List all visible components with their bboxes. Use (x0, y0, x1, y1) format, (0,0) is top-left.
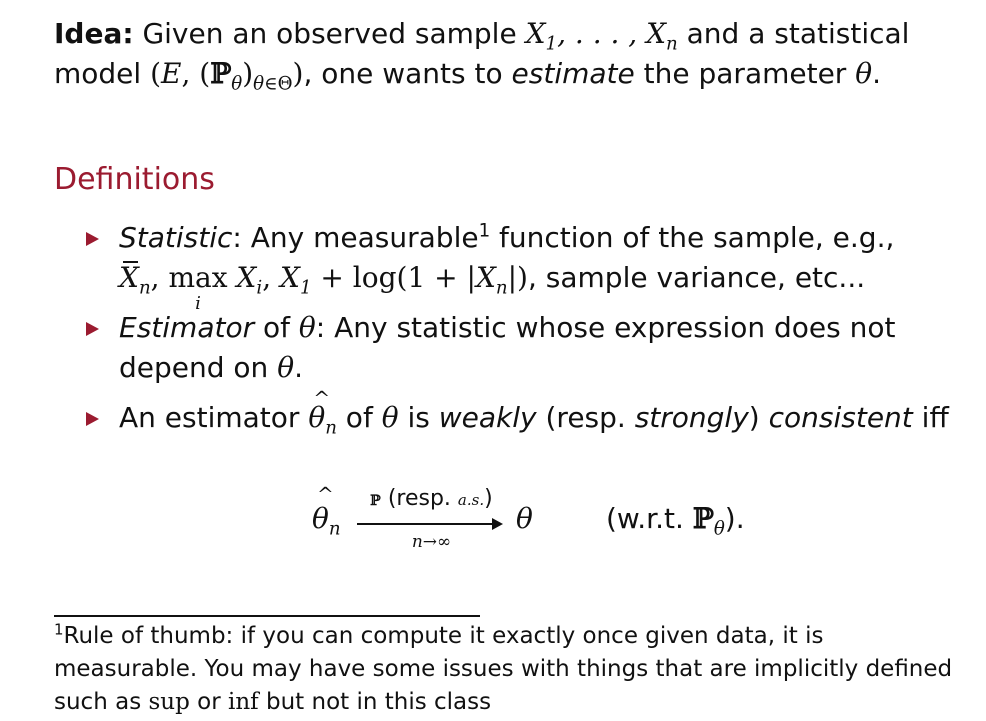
statistic-text: : Any measurable (232, 221, 479, 254)
arrow-right-icon (492, 518, 503, 530)
estimator-text: of θ: Any statistic whose expression does not depend on θ. (119, 311, 896, 384)
idea-paragraph (54, 14, 954, 94)
footnote-mark: 1 (54, 620, 64, 639)
list-item-consistency (86, 398, 966, 438)
bullet-triangle-icon (86, 232, 99, 246)
term-estimator: Estimator (119, 311, 255, 344)
iff-text: iff (912, 401, 949, 434)
list-item-statistic (86, 218, 966, 314)
footnote-text: Rule of thumb: if you can compute it exactly once given data, it is measurable. You may have some issues with things that are implicitly defined such as sup or inf but not in this class (54, 623, 953, 715)
idea-emphasis: estimate (511, 57, 635, 90)
footnote-divider (54, 615, 480, 617)
bullet-triangle-icon (86, 322, 99, 336)
footnote (54, 620, 954, 719)
idea-text-2: and a statistical model (54, 17, 910, 90)
idea-label: Idea: (54, 17, 134, 50)
bullet-triangle-icon (86, 412, 99, 426)
weakly-term: weakly (438, 401, 537, 434)
term-statistic: Statistic (119, 221, 233, 254)
theta-hat-n: ^ $\theta_n$ (312, 502, 341, 535)
sample-math: $X_1$, . . . , $X_n$ (525, 17, 678, 55)
idea-text-1: Given an observed sample (133, 17, 526, 50)
idea-text-4: the parameter (634, 57, 856, 90)
statistic-examples-text: , sample variance, etc... (527, 261, 866, 294)
footnote-ref: 1 (478, 220, 491, 242)
consistency-text: An estimator ^ $\theta_n$ of θ is (119, 401, 439, 434)
definitions-list (86, 218, 966, 438)
list-item-estimator (86, 308, 966, 388)
resp-close: ) (748, 401, 769, 434)
statistic-examples-math: $X_n$, max i $X_i$, $X_1 + \log(1 + |X_n|)$ (119, 261, 528, 294)
consistent-term: consistent (768, 401, 913, 434)
statistic-text-2: function of the sample, e.g., (490, 221, 895, 254)
idea-text-3: , one wants to (303, 57, 512, 90)
definitions-title: Definitions (54, 162, 215, 197)
arrow-label-below: n→∞ (411, 532, 452, 552)
consistency-formula (312, 486, 872, 566)
strongly-term: strongly (634, 401, 749, 434)
theta-math: θ (855, 57, 873, 90)
wrt-text: (w.r.t. ℙ$_\theta$). (606, 502, 745, 540)
resp-open: (resp. (536, 401, 635, 434)
model-math: (E, $(ℙ_\theta)_{\theta\in\Theta}$) (150, 57, 304, 95)
idea-text-5: . (872, 57, 881, 90)
arrow-label-above: ℙ (resp. a.s.) (370, 486, 493, 511)
theta-limit: θ (516, 502, 533, 535)
arrow-line (357, 523, 497, 525)
